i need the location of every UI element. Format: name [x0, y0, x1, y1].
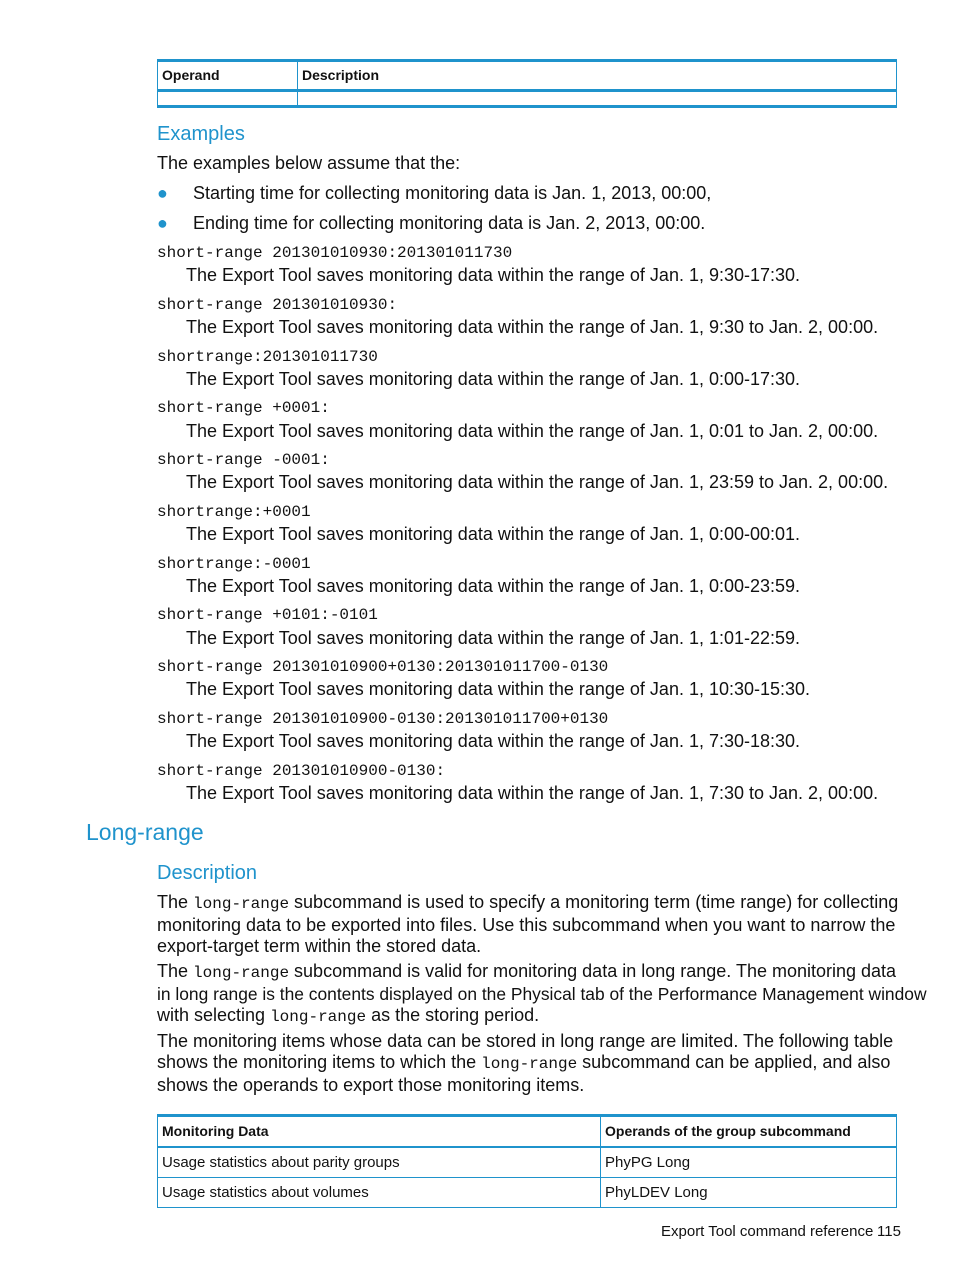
table-row	[158, 1178, 896, 1207]
inline-code: long-range	[193, 895, 290, 913]
footer-section-title: Export Tool command reference	[661, 1223, 874, 1240]
description-header: Description	[302, 67, 380, 83]
operand-table-header	[158, 62, 896, 92]
example-desc: The Export Tool saves monitoring data within the range of Jan. 1, 9:30-17:30.	[186, 265, 801, 285]
examples-heading: Examples	[157, 123, 245, 145]
example-code: short-range 201301010930:201301011730	[157, 244, 513, 262]
examples-intro: The examples below assume that the:	[157, 153, 461, 173]
example-code: short-range +0001:	[157, 399, 330, 417]
operand-table	[157, 59, 897, 108]
example-desc: The Export Tool saves monitoring data within the range of Jan. 1, 9:30 to Jan. 2, 00:00.	[186, 317, 879, 337]
operand-cell	[158, 92, 298, 105]
table-cell: Usage statistics about volumes	[158, 1178, 601, 1207]
long-range-paragraph-3: The monitoring items whose data can be stored in long range are limited. The following table shows the monitoring items to which the long-range subcommand can be applied, and also shows the operands to export those monitoring items.	[157, 1031, 894, 1095]
long-range-paragraph-1: The long-range subcommand is used to specify a monitoring term (time range) for collecting monitoring data to be exported into files. Use this subcommand when you want to narrow the export-target term within the stored data.	[157, 892, 899, 956]
example-desc: The Export Tool saves monitoring data within the range of Jan. 1, 10:30-15:30.	[186, 679, 811, 699]
operands-header: Operands of the group subcommand	[605, 1123, 851, 1139]
bullet-icon: ●	[157, 183, 168, 203]
example-desc: The Export Tool saves monitoring data within the range of Jan. 1, 7:30-18:30.	[186, 731, 801, 751]
example-desc: The Export Tool saves monitoring data within the range of Jan. 1, 0:00-23:59.	[186, 576, 801, 596]
example-code: short-range 201301010900-0130:	[157, 762, 446, 780]
example-desc: The Export Tool saves monitoring data within the range of Jan. 1, 7:30 to Jan. 2, 00:00.	[186, 783, 879, 803]
example-code: short-range 201301010900+0130:201301011700-0130	[157, 658, 609, 676]
description-heading: Description	[157, 862, 258, 884]
table-cell: PhyPG Long	[605, 1154, 691, 1171]
example-code: short-range +0101:-0101	[157, 606, 378, 624]
example-desc: The Export Tool saves monitoring data within the range of Jan. 1, 0:01 to Jan. 2, 00:00.	[186, 421, 879, 441]
bullet-item: ● Ending time for collecting monitoring data is Jan. 2, 2013, 00:00.	[157, 213, 706, 233]
monitoring-data-header: Monitoring Data	[158, 1117, 601, 1146]
bullet-item: ● Starting time for collecting monitoring data is Jan. 1, 2013, 00:00,	[157, 183, 712, 203]
description-cell	[298, 92, 896, 105]
long-range-paragraph-2: The long-range subcommand is valid for monitoring data in long range. The monitoring data in long range is the contents displayed on the Physical tab of the Performance Management window with selecting long-range as the storing period.	[157, 961, 927, 1026]
example-desc: The Export Tool saves monitoring data within the range of Jan. 1, 23:59 to Jan. 2, 00:00.	[186, 472, 889, 492]
inline-code: long-range	[270, 1008, 367, 1026]
page-number: 115	[877, 1223, 901, 1240]
example-code: short-range 201301010900-0130:201301011700+0130	[157, 710, 609, 728]
table-cell: PhyLDEV Long	[605, 1184, 708, 1201]
table-row	[158, 1148, 896, 1178]
example-desc: The Export Tool saves monitoring data within the range of Jan. 1, 1:01-22:59.	[186, 628, 801, 648]
example-code: short-range -0001:	[157, 451, 330, 469]
example-code: shortrange:201301011730	[157, 348, 378, 366]
example-code: shortrange:-0001	[157, 555, 311, 573]
operand-header: Operand	[158, 62, 298, 89]
inline-code: long-range	[481, 1055, 578, 1073]
table-header-row	[158, 1117, 896, 1148]
bullet-icon: ●	[157, 213, 168, 233]
example-desc: The Export Tool saves monitoring data within the range of Jan. 1, 0:00-00:01.	[186, 524, 801, 544]
example-code: shortrange:+0001	[157, 503, 311, 521]
operand-table-row	[158, 92, 896, 105]
example-code: short-range 201301010930:	[157, 296, 398, 314]
table-cell: Usage statistics about parity groups	[158, 1148, 601, 1177]
monitoring-data-table	[157, 1114, 897, 1208]
example-desc: The Export Tool saves monitoring data within the range of Jan. 1, 0:00-17:30.	[186, 369, 801, 389]
inline-code: long-range	[193, 964, 290, 982]
long-range-heading: Long-range	[86, 819, 204, 845]
